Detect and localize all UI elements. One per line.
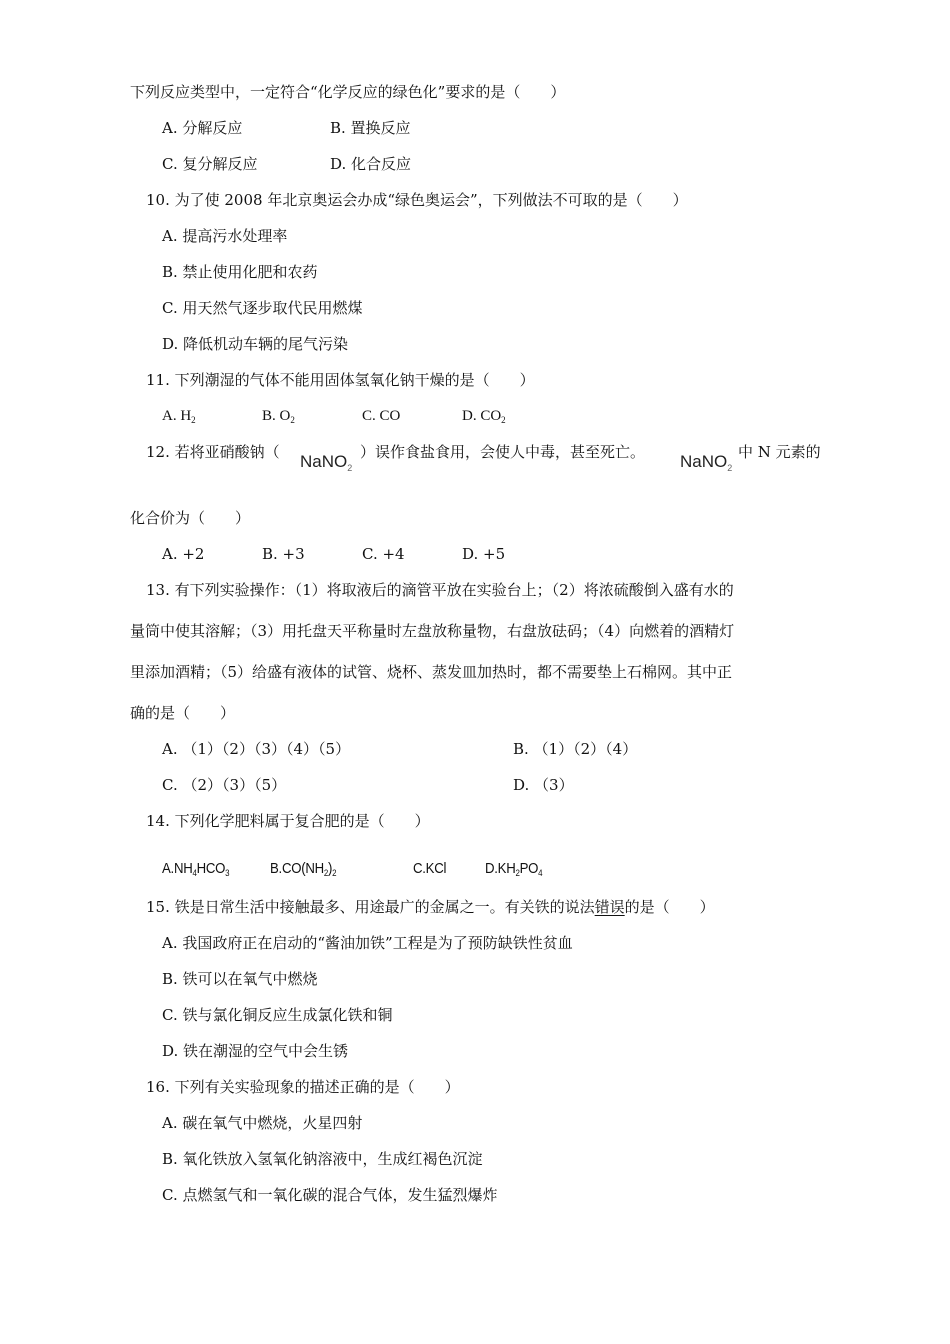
- q10-option-b: B. 禁止使用化肥和农药: [162, 263, 318, 281]
- q14-option-b: $B.CO(NH_2)_2$: [270, 860, 337, 878]
- q13-option-b: B. （1）（2）（4）: [513, 740, 638, 758]
- question-13-line-4: 确的是（ ）: [130, 704, 236, 722]
- q9-option-b: B. 置换反应: [330, 119, 411, 137]
- question-14-stem: 14. 下列化学肥料属于复合肥的是（ ）: [146, 812, 430, 830]
- q13-option-d: D. （3）: [513, 776, 574, 794]
- q11-option-c: C. CO: [362, 408, 401, 424]
- q13-option-c: C. （2）（3）（5）: [162, 776, 287, 794]
- q12-option-a: A. +2: [162, 545, 205, 563]
- q14-option-c: C.KCl: [413, 860, 447, 877]
- q10-option-c: C. 用天然气逐步取代民用燃煤: [162, 299, 363, 317]
- q9-option-c: C. 复分解反应: [162, 155, 258, 173]
- question-10-stem: 10. 为了使 2008 年北京奥运会办成“绿色奥运会”，下列做法不可取的是（ ）: [146, 191, 688, 209]
- q10-option-d: D. 降低机动车辆的尾气污染: [162, 335, 349, 353]
- q11-option-b: B. $O_2$: [262, 408, 295, 425]
- q14-option-a: $A.NH_4HCO_3$: [162, 860, 230, 878]
- q16-option-c: C. 点燃氢气和一氧化碳的混合气体，发生猛烈爆炸: [162, 1186, 498, 1204]
- q12-option-c: C. +4: [362, 545, 405, 563]
- question-13-line-3: 里添加酒精；（5）给盛有液体的试管、烧杯、蒸发皿加热时，都不需要垫上石棉网。其中正: [130, 663, 733, 681]
- emphasis-underline: 错误: [594, 898, 625, 916]
- question-12-stem-start: 12. 若将亚硝酸钠（: [146, 443, 280, 461]
- question-15-stem: 15. 铁是日常生活中接触最多、用途最广的金属之一。有关铁的说法错误的是（ ）: [146, 898, 715, 916]
- q16-option-a: A. 碳在氧气中燃烧，火星四射: [162, 1114, 363, 1132]
- question-9-stem: 下列反应类型中，一定符合“化学反应的绿色化”要求的是（ ）: [130, 83, 566, 101]
- q10-option-a: A. 提高污水处理率: [162, 227, 288, 245]
- question-13-line-2: 量筒中使其溶解；（3）用托盘天平称量时左盘放称量物，右盘放砝码；（4）向燃着的酒精灯: [130, 622, 735, 640]
- q12-option-b: B. +3: [262, 545, 305, 563]
- question-12-stem-line2: 化合价为（ ）: [130, 509, 251, 527]
- question-12-stem-end: 中 N 元素的: [738, 443, 821, 461]
- q13-option-a: A. （1）（2）（3）（4）（5）: [162, 740, 351, 758]
- q15-option-b: B. 铁可以在氧气中燃烧: [162, 970, 318, 988]
- question-11-stem: 11. 下列潮湿的气体不能用固体氢氧化钠干燥的是（ ）: [146, 371, 535, 389]
- q12-option-d: D. +5: [462, 545, 506, 563]
- nano2-formula-1: NaNO$_2$: [300, 452, 353, 473]
- q16-option-b: B. 氧化铁放入氢氧化钠溶液中，生成红褐色沉淀: [162, 1150, 483, 1168]
- q9-option-d: D. 化合反应: [330, 155, 412, 173]
- q15-option-a: A. 我国政府正在启动的“酱油加铁”工程是为了预防缺铁性贫血: [162, 934, 573, 952]
- q15-option-c: C. 铁与氯化铜反应生成氯化铁和铜: [162, 1006, 393, 1024]
- q9-option-a: A. 分解反应: [162, 119, 243, 137]
- q11-option-a: A. $H_2$: [162, 408, 196, 425]
- nano2-formula-2: NaNO$_2$: [680, 452, 733, 473]
- q15-option-d: D. 铁在潮湿的空气中会生锈: [162, 1042, 349, 1060]
- question-16-stem: 16. 下列有关实验现象的描述正确的是（ ）: [146, 1078, 460, 1096]
- question-13-line-1: 13. 有下列实验操作：（1）将取液后的滴管平放在实验台上；（2）将浓硫酸倒入盛有水的: [146, 581, 734, 599]
- q11-option-d: D. $CO_2$: [462, 408, 506, 425]
- question-12-stem-middle: ）误作食盐食用，会使人中毒，甚至死亡。: [360, 443, 646, 461]
- q14-option-d: $D.KH_2PO_4$: [485, 860, 543, 878]
